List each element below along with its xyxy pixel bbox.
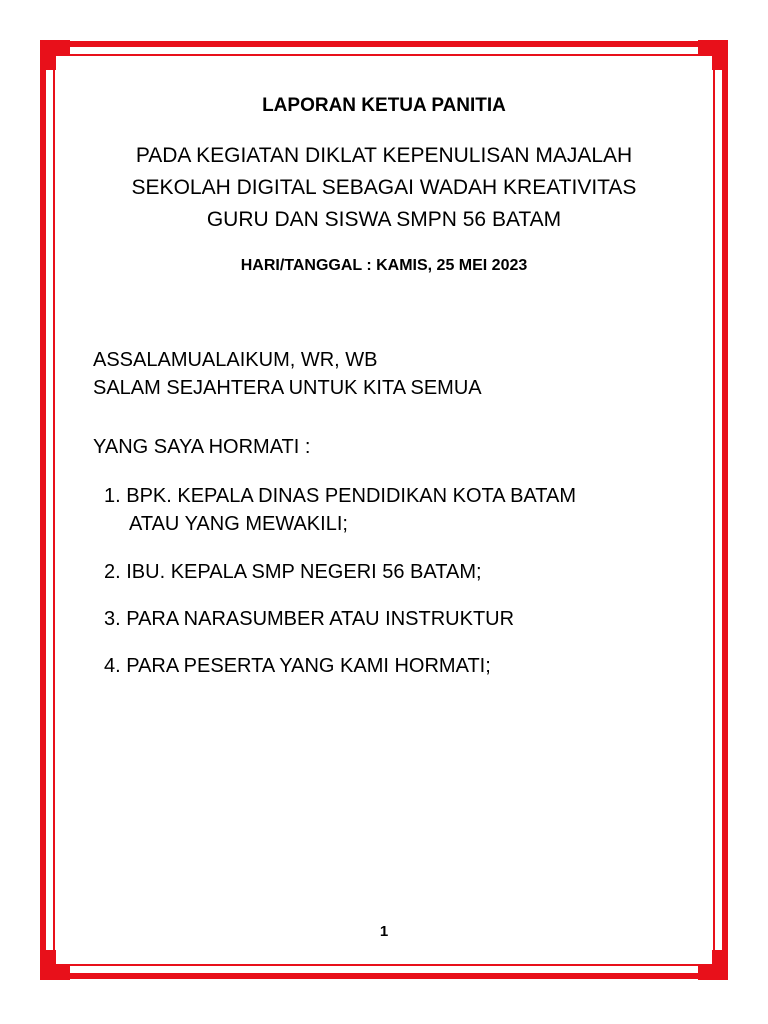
greeting-line-2: SALAM SEJAHTERA UNTUK KITA SEMUA <box>93 377 482 399</box>
subtitle-line-2: SEKOLAH DIGITAL SEBAGAI WADAH KREATIVITAS <box>131 176 637 199</box>
addressed-label: YANG SAYA HORMATI : <box>93 436 311 458</box>
greeting-line-1: ASSALAMUALAIKUM, WR, WB <box>93 349 378 371</box>
list-item: 1. BPK. KEPALA DINAS PENDIDIKAN KOTA BATAM <box>104 485 576 507</box>
corner-top-left-v <box>40 40 56 70</box>
list-item: 4. PARA PESERTA YANG KAMI HORMATI; <box>104 655 491 677</box>
list-item: 3. PARA NARASUMBER ATAU INSTRUKTUR <box>104 608 515 630</box>
corner-bottom-left-v <box>40 950 56 980</box>
document-title: LAPORAN KETUA PANITIA <box>262 95 506 116</box>
list-item-continuation: ATAU YANG MEWAKILI; <box>129 513 348 535</box>
subtitle-line-1: PADA KEGIATAN DIKLAT KEPENULISAN MAJALAH <box>135 144 633 167</box>
page-number: 1 <box>379 923 389 940</box>
subtitle-line-3: GURU DAN SISWA SMPN 56 BATAM <box>206 208 562 231</box>
corner-bottom-right-v <box>712 950 728 980</box>
date-line: HARI/TANGGAL : KAMIS, 25 MEI 2023 <box>240 257 528 274</box>
list-item: 2. IBU. KEPALA SMP NEGERI 56 BATAM; <box>104 561 482 583</box>
corner-top-right-v <box>712 40 728 70</box>
